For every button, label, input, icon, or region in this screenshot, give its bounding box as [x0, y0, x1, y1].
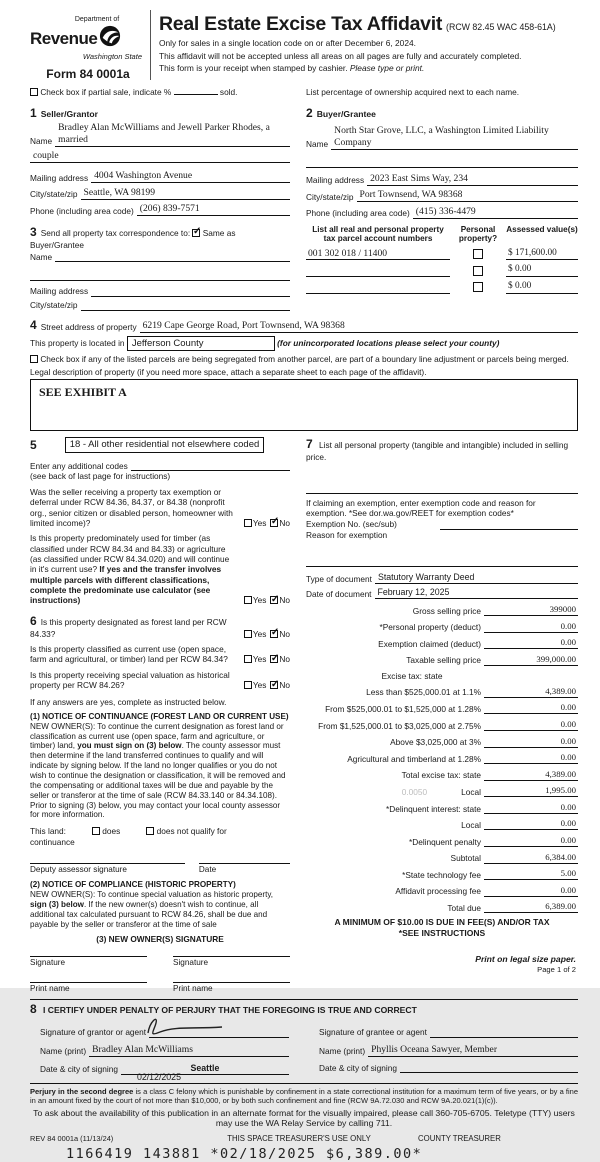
grantor-handwritten-signature [120, 1013, 230, 1041]
notice-compliance-title: (2) NOTICE OF COMPLIANCE (HISTORIC PROPERTY) [30, 880, 236, 890]
grantor-date-value: 02/12/2025 [136, 1071, 181, 1082]
forest-yes-checkbox[interactable] [244, 630, 252, 638]
rev-number: REV 84 0001a (11/13/24) [30, 1133, 114, 1143]
historic-yes-checkbox[interactable] [244, 681, 252, 689]
deputy-assessor-label: Deputy assessor signature [30, 865, 127, 875]
buyer-heading: Buyer/Grantee [316, 108, 376, 119]
same-as-buyer-checkbox[interactable] [192, 229, 200, 237]
doc-type-label: Type of document [306, 573, 372, 584]
parcel-row [306, 264, 578, 277]
seller-name-label: Name [30, 136, 53, 147]
this-land-label: This land: [30, 826, 66, 837]
tax-row-label: Local [461, 786, 481, 797]
if-yes-note: If any answers are yes, complete as instructed below. [30, 696, 227, 707]
rcw-reference: (RCW 82.45 WAC 458-61A) [446, 22, 556, 32]
page-indicator: Page 1 of 2 [537, 964, 576, 974]
partial-sale-row [30, 87, 290, 97]
buyer-city-label: City/state/zip [306, 191, 354, 202]
tax-row-value: 399,000.00 [520, 654, 578, 666]
tax-row-label: Agricultural and timberland at 1.28% [347, 753, 481, 764]
tax-row [306, 637, 578, 649]
divider [306, 493, 578, 494]
question-timber: Is this property predominately used for timber (as classified under RCW 84.34 and 84.33) or agriculture (as classified under RCW 84.34.020) and will continue in it's current use? If yes and the transfer involves multiple parcels with different classifications, complete the predominate use calculator (see instructions) Yes ✓ No [30, 533, 290, 606]
segregated-checkbox[interactable] [30, 355, 38, 363]
question-current-use: Is this property classified as current use (open space, farm and agricultural, or timber) land per RCW 84.34? Yes ✓ No [30, 644, 290, 665]
grantor-name-print-value: Bradley Alan McWilliams [92, 1043, 193, 1055]
section-6-number: 6 [30, 613, 37, 628]
dor-logo-department-of: Department of [74, 16, 120, 23]
buyer-mailing-label: Mailing address [306, 175, 365, 186]
local-rate-value: 0.0050 [401, 786, 428, 797]
header-divider [150, 10, 151, 80]
tax-row-label: Subtotal [450, 853, 481, 864]
doc-date-label: Date of document [306, 589, 372, 600]
question-timber-text: Is this property predominately used for timber (as classified under RCW 84.34 and 84.33) or agriculture (as classified under RCW 84.34.020) and will continue in it's current use? If yes and the transfer involves multiple parcels with different classifications, complete the predominate use calculator (see instructions) [30, 533, 230, 606]
correspondence-section [30, 225, 290, 311]
tax-row-value: 4,389.00 [520, 769, 578, 781]
tax-row [306, 868, 578, 880]
buyer-name-label: Name [306, 139, 329, 150]
buyer-phone-label: Phone (including area code) [306, 208, 410, 219]
does-not-label: does not qualify for [156, 826, 227, 837]
tax-row-value: 0.00 [520, 802, 578, 814]
tax-row-label: *Delinquent penalty [409, 836, 481, 847]
tax-row-label: From $525,000.01 to $1,525,000 at 1.28% [325, 704, 481, 715]
legal-size-note: Print on legal size paper. [475, 953, 576, 964]
type-or-print-note: Please type or print. [349, 63, 425, 74]
notice-compliance-body: NEW OWNER(S): To continue special valuation as historic property, sign (3) below. If the new owner(s) doesn't wish to continue, all additional tax calculated pursuant to RCW 84.26, shall be due and payable by the seller or transferor at the time of sale [30, 890, 274, 929]
header-note-3: This form is your receipt when stamped by cashier. Please type or print. [159, 63, 425, 74]
minimum-due-note: A MINIMUM OF $10.00 IS DUE IN FEE(S) AND/OR TAX [334, 917, 550, 928]
new-owner-print-line-2[interactable] [173, 982, 290, 994]
section-4-number: 4 [30, 317, 37, 332]
partial-sale-label: Check box if partial sale, indicate % [40, 87, 172, 98]
does-checkbox[interactable] [92, 827, 100, 835]
tax-row-label: *Personal property (deduct) [379, 622, 481, 633]
dor-logo [30, 8, 146, 82]
personal-property-label: List all personal property (tangible and intangible) included in selling price. [306, 440, 569, 463]
tax-row-subtotal [306, 852, 578, 864]
ownership-percentage-note: List percentage of ownership acquired next to each name. [306, 87, 520, 98]
divider [306, 566, 578, 567]
seller-city-value: Seattle, WA 98199 [83, 186, 156, 198]
use-code-select[interactable]: 18 - All other residential not elsewhere coded [65, 437, 265, 453]
tax-row-label: *State technology fee [402, 869, 481, 880]
parcel-table [306, 225, 578, 311]
tax-row-value: 1,995.00 [520, 785, 578, 797]
question-tax-exemption-text: Was the seller receiving a property tax exemption or deferral under RCW 84.36, 84.37, or 84.38 (nonprofit org., senior citizen or disabled person, homeowner with limited income)? [30, 486, 233, 528]
grantee-signature-line[interactable] [430, 1028, 578, 1038]
question-forest-text: 6 Is this property designated as forest land per RCW 84.33? [30, 613, 227, 639]
tax-row-total-due [306, 901, 578, 913]
tax-row-value: 0.00 [520, 818, 578, 830]
grantee-date-city-line[interactable] [400, 1063, 578, 1073]
tax-row-value: 0.00 [520, 702, 578, 714]
additional-codes-field[interactable] [131, 461, 290, 471]
partial-sale-percent-field[interactable] [174, 94, 218, 95]
seller-grantor-section [30, 106, 290, 219]
correspondence-name-field[interactable] [55, 252, 290, 262]
print-name-label: Print name [30, 984, 70, 994]
correspondence-city-label: City/state/zip [30, 300, 78, 311]
personal-property-header: Personal property? [458, 224, 498, 244]
property-location-section [30, 318, 578, 432]
buyer-mailing-value: 2023 East Sims Way, 234 [370, 172, 468, 184]
current-use-no-checkbox[interactable] [270, 655, 278, 663]
form-header [30, 8, 578, 82]
header-note-1: Only for sales in a single location code on or after December 6, 2024. [159, 38, 416, 49]
tax-row-value: 0.00 [520, 621, 578, 633]
tax-row [306, 885, 578, 897]
notice-continuance-body: NEW OWNER(S): To continue the current designation as forest land or classification as current use (open space, farm and agriculture, or timber) land, you must sign on (3) below. The county assessor must then determine if the land transferred continues to qualify and will indicate by signing below. If the land no longer qualifies or you do not wish to continue the designation or classification, it will be removed and the compensating or additional taxes will be due and payable by the seller or transferor at the time of sale (RCW 84.33.140 or 84.34.108). Prior to signing (3) below, you may contact your local county assessor for more information. [30, 721, 286, 820]
historic-no-checkbox[interactable] [270, 681, 278, 689]
street-address-value: 6219 Cape George Road, Port Townsend, WA 98368 [142, 319, 345, 331]
personal-property-checkbox[interactable] [473, 249, 483, 259]
exemption-no-checkbox[interactable] [270, 519, 278, 527]
assessed-value: $ 0.00 [506, 264, 578, 277]
doc-type-value: Statutory Warranty Deed [377, 571, 475, 582]
correspondence-name-label: Name [30, 252, 53, 263]
section-8-number: 8 [30, 1002, 37, 1017]
tax-row-value: 6,389.00 [520, 901, 578, 913]
tax-row [306, 604, 578, 616]
tax-row [306, 719, 578, 731]
section-8-divider [30, 999, 578, 1000]
buyer-phone-value: (415) 336-4479 [415, 205, 476, 217]
county-note: (for unincorporated locations please select your county) [277, 337, 500, 348]
tax-row-label: Affidavit processing fee [395, 886, 481, 897]
certify-heading: I CERTIFY UNDER PENALTY OF PERJURY THAT THE FOREGOING IS TRUE AND CORRECT [43, 1005, 417, 1016]
section-2-number: 2 [306, 105, 313, 120]
signature-label: Signature [173, 957, 209, 967]
header-note-2: This affidavit will not be accepted unless all areas on all pages are fully and accurately completed. [159, 50, 522, 61]
seller-city-label: City/state/zip [30, 189, 78, 200]
buyer-name-field-2[interactable] [306, 158, 578, 168]
tax-row-label: From $1,525,000.01 to $3,025,000 at 2.75% [318, 720, 481, 731]
personal-property-checkbox[interactable] [473, 282, 483, 292]
assessed-value: $ 0.00 [506, 281, 578, 294]
tax-row-label: Exemption claimed (deduct) [378, 638, 481, 649]
grantor-date-city-label: Date & city of signing [40, 1064, 118, 1075]
deputy-date-line[interactable] [199, 863, 290, 875]
tax-row-value: 399000 [520, 604, 578, 616]
seller-heading: Seller/Grantor [40, 108, 98, 119]
tax-row-value: 0.00 [520, 752, 578, 764]
parcel-number-value: 001 302 018 / 11400 [306, 248, 450, 261]
see-instructions-note: *SEE INSTRUCTIONS [398, 927, 486, 938]
tax-row-label: *Delinquent interest: state [385, 803, 481, 814]
tax-row-label: Total due [447, 903, 481, 913]
reason-for-exemption-label: Reason for exemption [306, 529, 388, 540]
tax-row-value: 6,384.00 [520, 852, 578, 864]
tax-row-value: 0.00 [520, 835, 578, 847]
county-select[interactable]: Jefferson County [127, 336, 275, 352]
tax-row-label: Gross selling price [412, 605, 481, 616]
section-5-header [30, 437, 290, 453]
additional-codes-note: (see back of last page for instructions) [30, 471, 171, 482]
buyer-name-value: North Star Grove, LLC, a Washington Limited Liability Company [334, 124, 549, 148]
section-1-number: 1 [30, 105, 37, 120]
partial-sale-sold-label: sold. [219, 87, 238, 98]
street-address-label: Street address of property [40, 322, 137, 333]
seller-name-value-2: couple [33, 150, 59, 162]
tax-row-value: 5.00 [520, 868, 578, 880]
seller-phone-label: Phone (including area code) [30, 205, 134, 216]
grantee-date-city-label: Date & city of signing [319, 1062, 397, 1073]
seller-mailing-value: 4004 Washington Avenue [94, 170, 193, 182]
same-as-buyer-label: Same as Buyer/Grantee [30, 227, 236, 250]
tax-row-label: Local [461, 820, 481, 831]
question-tax-exemption: Was the seller receiving a property tax exemption or deferral under RCW 84.36, 84.37, or 84.38 (nonprofit org., senior citizen or disabled person, homeowner with limited income)? Yes ✓ No [30, 487, 290, 528]
personal-property-section [306, 437, 578, 462]
grantee-name-print-label: Name (print) [319, 1046, 366, 1057]
grantor-signature-label: Signature of grantor or agent [40, 1027, 147, 1038]
correspondence-name-field-2[interactable] [30, 271, 290, 281]
tax-row [306, 818, 578, 830]
new-owner-print-line-1[interactable] [30, 982, 147, 994]
exemption-no-label: Exemption No. (sec/sub) [306, 519, 397, 530]
parcel-row [306, 248, 578, 261]
excise-tax-state-header: Excise tax: state [381, 670, 443, 681]
tax-row [306, 835, 578, 847]
grantor-name-print-label: Name (print) [40, 1046, 87, 1057]
seller-mailing-label: Mailing address [30, 172, 89, 183]
question-current-use-text: Is this property classified as current use (open space, farm and agricultural, or timber) land per RCW 84.34? [30, 644, 228, 665]
this-land-row [30, 826, 290, 836]
grantee-name-print-value: Phyllis Oceana Sawyer, Member [371, 1043, 498, 1055]
tax-row [306, 752, 578, 764]
section-7-number: 7 [306, 437, 313, 452]
parcel-row [306, 281, 578, 294]
timber-no-checkbox[interactable] [270, 596, 278, 604]
tax-row [306, 686, 578, 698]
exemption-note: If claiming an exemption, enter exemption code and reason for exemption. *See dor.wa.gov/REET for exemption codes* [306, 497, 536, 518]
tax-row-value: 0.00 [520, 736, 578, 748]
personal-property-checkbox[interactable] [473, 266, 483, 276]
parcel-number-field[interactable] [306, 282, 450, 294]
grantor-city-value: Seattle [190, 1062, 220, 1073]
question-forest-land: 6 Is this property designated as forest land per RCW 84.33? Yes ✓ No [30, 614, 290, 639]
legal-description-label: Legal description of property (if you need more space, attach a separate sheet to each page of the affidavit). [30, 366, 427, 377]
buyer-city-value: Port Townsend, WA 98368 [359, 189, 463, 201]
section-5-number: 5 [30, 437, 37, 452]
deputy-assessor-signature-line[interactable] [30, 863, 185, 875]
segregated-label: Check box if any of the listed parcels are being segregated from another parcel, are part of a boundary line adjustment or parcels being merged. [40, 354, 569, 365]
certify-section [30, 1002, 578, 1017]
tax-row [306, 802, 578, 814]
tax-row [306, 654, 578, 666]
additional-codes-label: Enter any additional codes [30, 461, 128, 472]
question-historic: Is this property receiving special valuation as historical property per RCW 84.26? Yes ✓ No [30, 670, 290, 691]
assessed-value-header: Assessed value(s) [506, 224, 578, 234]
tax-row-value: 0.00 [520, 637, 578, 649]
buyer-grantee-section [306, 106, 578, 219]
new-owner-signature-line-1[interactable] [30, 956, 147, 968]
tax-row [306, 736, 578, 748]
does-label: does [102, 826, 121, 837]
forest-no-checkbox[interactable] [270, 630, 278, 638]
treasurer-use-label: THIS SPACE TREASURER'S USE ONLY [227, 1133, 371, 1143]
dor-swoosh-icon [99, 25, 121, 52]
assessed-value: $ 171,600.00 [506, 248, 578, 261]
tax-row-label: Above $3,025,000 at 3% [390, 737, 481, 748]
dor-logo-state: Washington State [82, 52, 142, 61]
form-number: Form 84 0001a [46, 67, 130, 82]
seller-phone-value: (206) 839-7571 [139, 203, 200, 215]
tax-row-local [306, 785, 578, 797]
exemption-yes-checkbox[interactable] [244, 519, 252, 527]
exemption-no-field[interactable] [440, 520, 578, 530]
treasurer-stamp: 1166419 143881 *02/18/2025 $6,389.00* [66, 1145, 423, 1162]
partial-sale-checkbox[interactable] [30, 88, 38, 96]
seller-name-value: Bradley Alan McWilliams and Jewell Parker Rhodes, a married [58, 121, 270, 145]
correspondence-label: Send all property tax correspondence to: [40, 227, 191, 238]
does-not-checkbox[interactable] [146, 827, 154, 835]
county-treasurer-label: COUNTY TREASURER [418, 1133, 501, 1143]
new-owners-signature-title: (3) NEW OWNER(S) SIGNATURE [96, 933, 224, 944]
signature-label: Signature [30, 957, 66, 967]
deputy-date-label: Date [198, 865, 217, 875]
dor-logo-revenue: Revenue [30, 28, 98, 48]
current-use-yes-checkbox[interactable] [244, 655, 252, 663]
tax-row-value: 0.00 [520, 885, 578, 897]
notice-continuance-title: (1) NOTICE OF CONTINUANCE (FOREST LAND OR CURRENT USE) [30, 711, 289, 721]
continuance-label: continuance [30, 836, 75, 847]
tax-row-value: 4,389.00 [520, 686, 578, 698]
correspondence-mailing-label: Mailing address [30, 286, 89, 297]
page-title: Real Estate Excise Tax Affidavit [159, 13, 443, 35]
tax-row-label: Total excise tax: state [401, 770, 481, 781]
section-3-number: 3 [30, 224, 37, 239]
print-name-label: Print name [173, 984, 213, 994]
tax-row-value: 0.00 [520, 719, 578, 731]
parcel-number-field[interactable] [306, 265, 450, 277]
tax-row [306, 702, 578, 714]
parcel-numbers-header: List all real and personal property tax parcel account numbers [312, 224, 444, 244]
perjury-note: Perjury in the second degree is a class C felony which is punishable by confinement in a state correctional institution for a maximum term of five years, or by a fine in an amount fixed by the court of not more than $10,000, or by both such confinement and fine (RCW 9A.72.030 and RCW 9A.20.021(1)(c)). [30, 1086, 579, 1105]
tax-row [306, 769, 578, 781]
tax-row-label: Taxable selling price [406, 655, 481, 666]
question-historic-text: Is this property receiving special valuation as historical property per RCW 84.26? [30, 669, 230, 691]
located-in-label: This property is located in [30, 337, 125, 348]
tax-row-label: Less than $525,000.01 at 1.1% [366, 687, 481, 698]
legal-description-box[interactable] [30, 379, 578, 431]
grantee-signature-label: Signature of grantee or agent [319, 1027, 427, 1038]
timber-yes-checkbox[interactable] [244, 596, 252, 604]
legal-description-value: SEE EXHIBIT A [39, 385, 127, 400]
tax-row [306, 621, 578, 633]
correspondence-mailing-field[interactable] [91, 287, 290, 297]
doc-date-value: February 12, 2025 [377, 587, 450, 598]
new-owner-signature-line-2[interactable] [173, 956, 290, 968]
alternate-format-note: To ask about the availability of this publication in an alternate format for the visually impaired, please call 360-705-6705. Teletype (TTY) users may use the WA Relay Service by calling 711. [33, 1107, 575, 1128]
footer-divider [30, 1083, 578, 1084]
correspondence-city-field[interactable] [81, 301, 291, 311]
